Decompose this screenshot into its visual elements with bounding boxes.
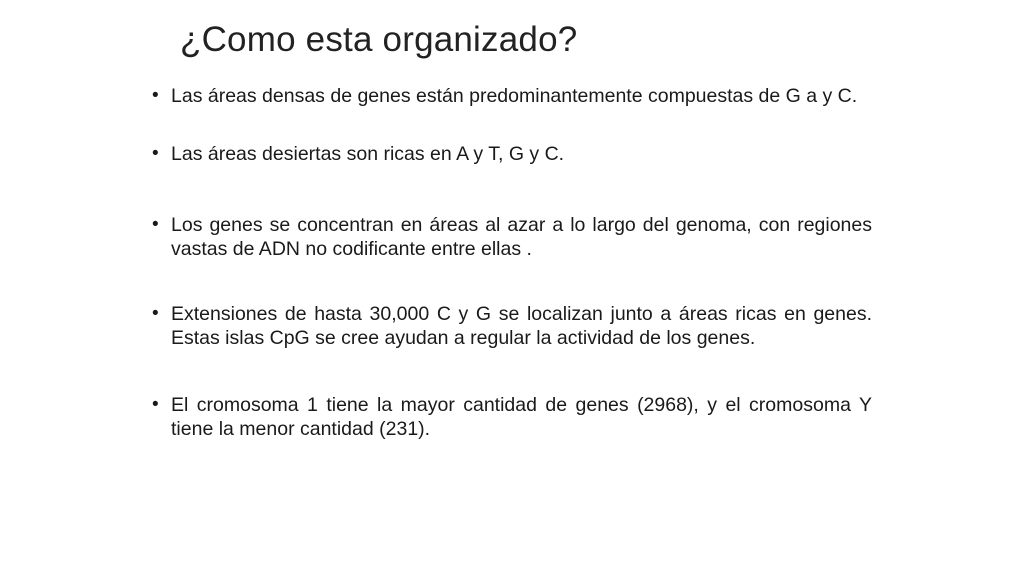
bullet-icon: • <box>152 214 159 235</box>
bullet-text: Los genes se concentran en áreas al azar a lo largo del genoma, con regiones vastas de ADN no codificante entre ellas . <box>171 214 872 260</box>
bullet-item-dense-areas <box>150 84 872 108</box>
bullet-icon: • <box>152 303 159 324</box>
bullet-icon: • <box>152 394 159 415</box>
bullet-item-gene-concentration <box>150 213 872 261</box>
bullet-item-cpg-islands <box>150 302 872 350</box>
bullet-text: Las áreas densas de genes están predominantemente compuestas de G a y C. <box>171 85 858 107</box>
bullet-text: Extensiones de hasta 30,000 C y G se localizan junto a áreas ricas en genes. Estas islas CpG se cree ayudan a regular la actividad de los genes. <box>171 303 872 349</box>
bullet-icon: • <box>152 85 159 106</box>
bullet-text: El cromosoma 1 tiene la mayor cantidad de genes (2968), y el cromosoma Y tiene la menor cantidad (231). <box>171 394 872 440</box>
bullet-icon: • <box>152 143 159 164</box>
bullet-item-desert-areas <box>150 142 872 166</box>
bullet-text: Las áreas desiertas son ricas en A y T, G y C. <box>171 143 565 165</box>
slide-title: ¿Como esta organizado? <box>180 20 578 59</box>
bullet-item-chromosome-counts <box>150 393 872 441</box>
bullet-list <box>150 84 872 441</box>
